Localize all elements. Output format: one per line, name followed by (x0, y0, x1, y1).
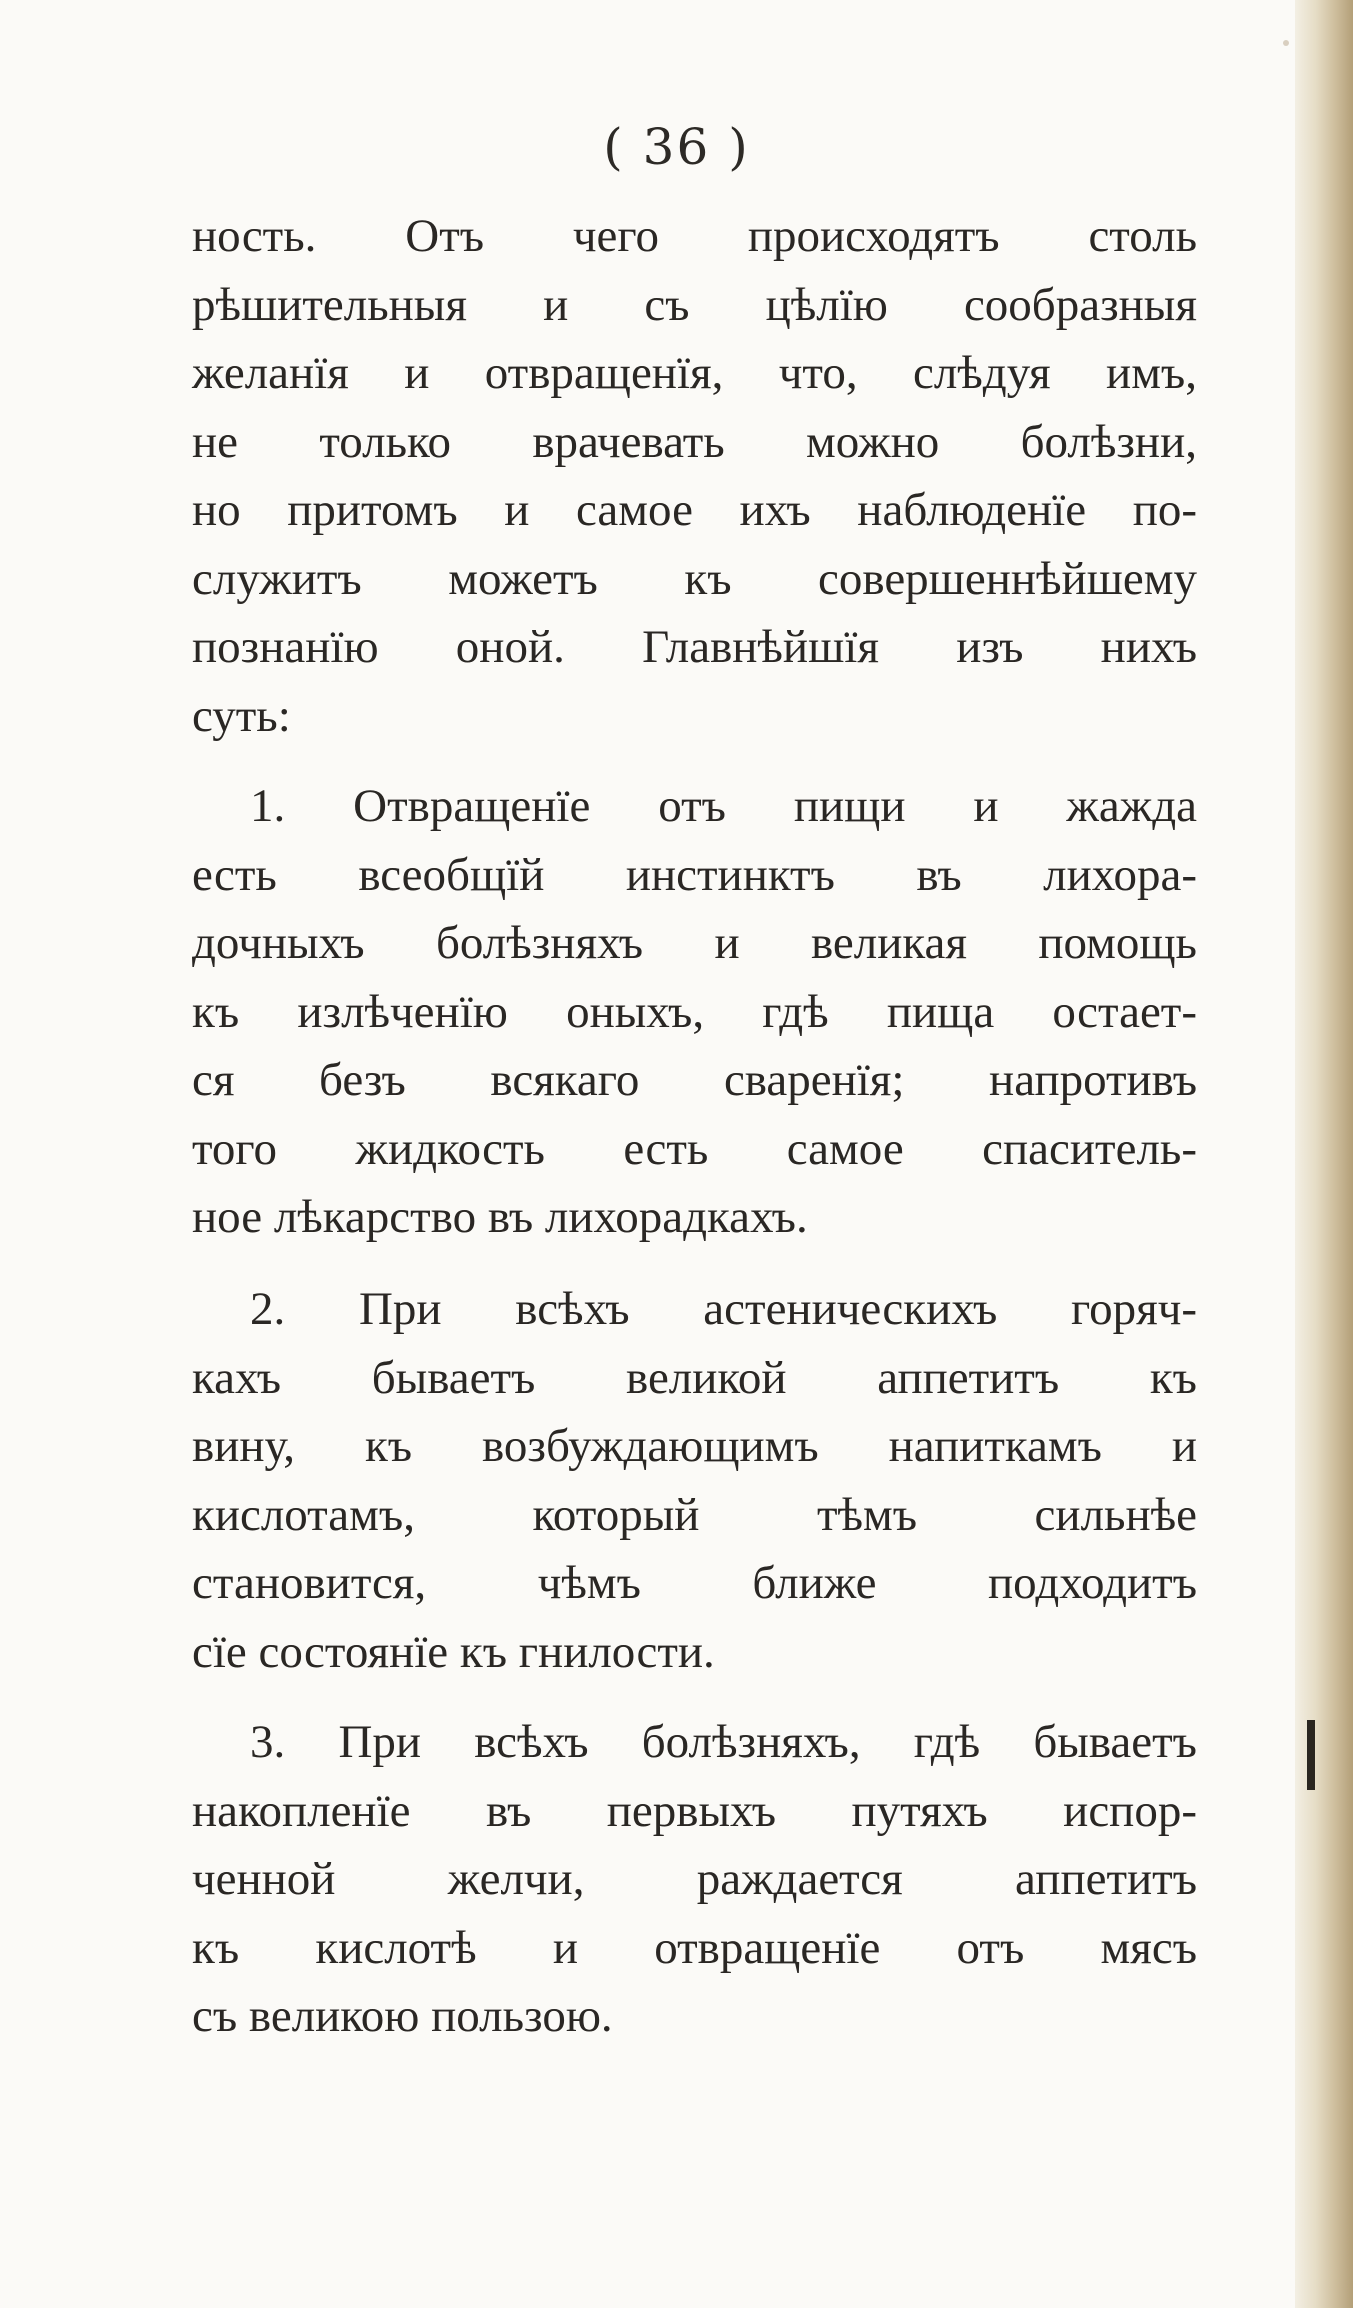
text-line: суть: (192, 689, 291, 742)
paragraph-intro (192, 202, 1197, 750)
text-line: дочныхъ болѣзняхъ и великая помощь (192, 917, 1197, 969)
text-line: 3. При всѣхъ болѣзняхъ, гдѣ бываетъ (250, 1716, 1197, 1768)
text-line: къ излѣченїю оныхъ, гдѣ пища остает- (192, 985, 1197, 1038)
text-line: кахъ бываетъ великой аппетитъ къ (192, 1351, 1197, 1404)
text-line: рѣшительныя и съ цѣлїю сообразныя (192, 278, 1197, 331)
text-line: становится, чѣмъ ближе подходитъ (192, 1557, 1197, 1609)
text-line: ченной желчи, раждается аппетитъ (192, 1853, 1197, 1905)
text-line: вину, къ возбуждающимъ напиткамъ и (192, 1420, 1197, 1472)
text-line: ное лѣкарство въ лихорадкахъ. (192, 1191, 808, 1243)
text-line: того жидкость есть самое спаситель- (192, 1122, 1197, 1175)
text-line: накопленїе въ первыхъ путяхъ испор- (192, 1784, 1197, 1837)
text-line: ность. Отъ чего происходятъ столь (192, 210, 1197, 262)
text-line: ся безъ всякаго сваренїя; напротивъ (192, 1054, 1197, 1106)
paper-speck (1283, 40, 1289, 46)
text-line: желанїя и отвращенїя, что, слѣдуя имъ, (192, 347, 1197, 399)
page-number: ( 36 ) (603, 118, 750, 176)
text-line: къ кислотѣ и отвращенїе отъ мясъ (192, 1921, 1197, 1974)
text-line: познанїю оной. Главнѣйшїя изъ нихъ (192, 621, 1197, 673)
page-edge-mark (1307, 1720, 1315, 1790)
text-line: кислотамъ, который тѣмъ сильнѣе (192, 1488, 1197, 1541)
paragraph-point-3 (192, 1708, 1197, 2051)
text-line: не только врачевать можно болѣзни, (192, 415, 1197, 468)
text-line: есть всеобщїй инстинктъ въ лихора- (192, 848, 1197, 901)
text-line: служитъ можетъ къ совершеннѣйшему (192, 552, 1197, 605)
text-line: съ великою пользою. (192, 1990, 613, 2042)
paragraph-point-1 (192, 772, 1197, 1252)
text-line: но притомъ и самое ихъ наблюденїе по- (192, 484, 1197, 536)
text-line: 1. Отвращенїе отъ пищи и жажда (250, 780, 1197, 832)
text-line: сїе состоянїе къ гнилости. (192, 1625, 715, 1678)
paragraph-point-2 (192, 1275, 1197, 1686)
book-spine-shadow (1295, 0, 1353, 2308)
text-line: 2. При всѣхъ астеническихъ горяч- (250, 1283, 1197, 1335)
